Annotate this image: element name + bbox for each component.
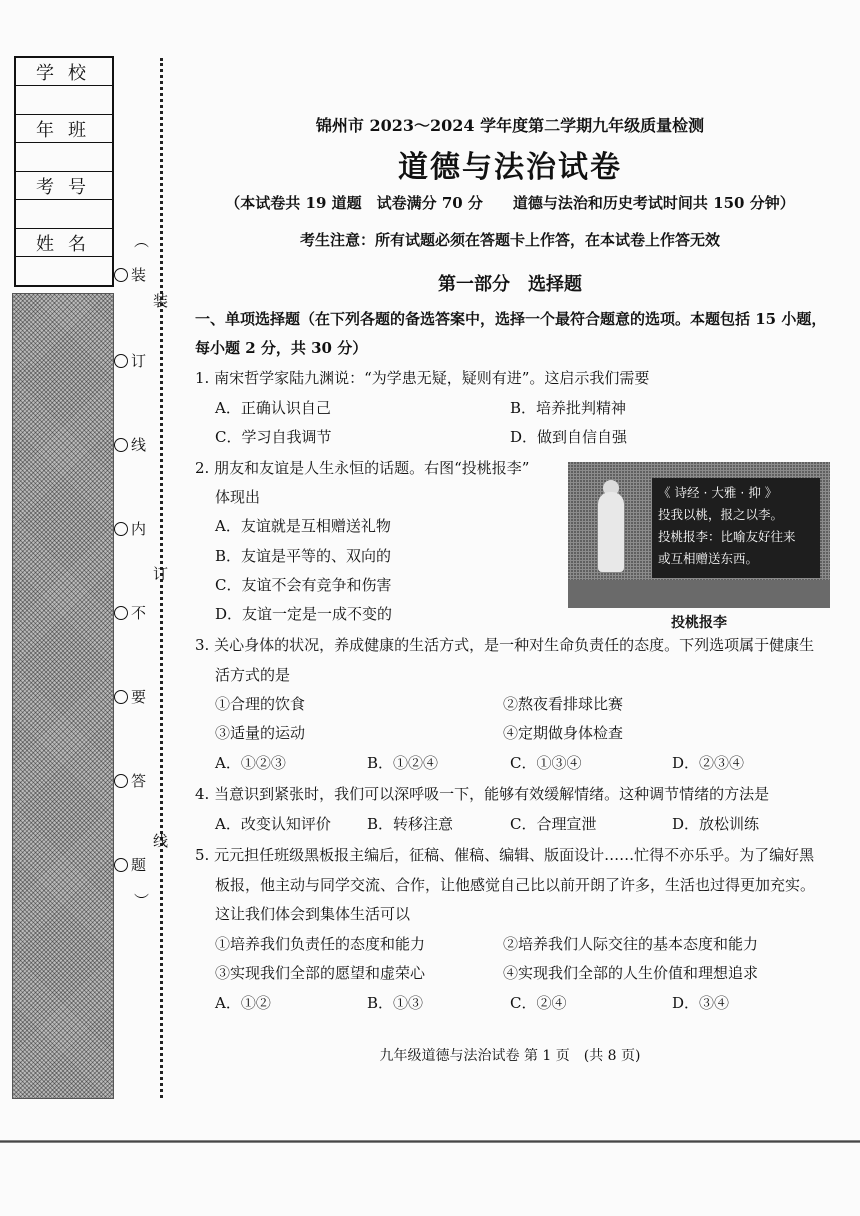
q5-statement-3: ③实现我们全部的愿望和虚荣心 (215, 964, 426, 982)
q1-option-d: D．做到自信自强 (510, 428, 628, 446)
q3-statement-3: ③适量的运动 (215, 724, 306, 742)
part-heading: 第一部分 选择题 (438, 274, 582, 295)
scan-edge-rule (0, 1140, 860, 1143)
q4-option-c: C．合理宣泄 (510, 815, 597, 833)
q5-option-d: D．③④ (672, 994, 730, 1012)
q4-stem: 4. 当意识到紧张时，我们可以深呼吸一下，能够有效缓解情绪。这种调节情绪的方法是 (195, 785, 770, 803)
field-exam-number-label: 考号 (16, 172, 112, 200)
field-name-blank[interactable] (16, 257, 112, 285)
poem-line-2: 投我以桃，报之以李。 (658, 507, 784, 522)
circle-icon (114, 774, 128, 788)
q5-option-b: B．①③ (367, 994, 424, 1012)
exam-info: （本试卷共 19 道题 试卷满分 70 分 道德与法治和历史考试时间共 150 分钟） (225, 194, 795, 212)
q4-option-a: A．改变认知评价 (215, 815, 331, 833)
circle-icon (114, 268, 128, 282)
hatched-margin (12, 293, 114, 1099)
exam-subtitle: 锦州市 2023～2024 学年度第二学期九年级质量检测 (315, 116, 705, 135)
q2-option-b: B．友谊是平等的、双向的 (215, 547, 392, 565)
page-footer: 九年级道德与法治试卷 第 1 页 (共 8 页) (379, 1048, 641, 1064)
poem-line-4: 或互相赠送东西。 (658, 551, 759, 566)
binding-mark-6: 要 (114, 686, 146, 707)
q5-statement-4: ④实现我们全部的人生价值和理想追求 (503, 964, 759, 982)
close-paren: ︶ (134, 892, 150, 910)
q5-option-c: C．②④ (510, 994, 567, 1012)
circle-icon (114, 606, 128, 620)
q1-option-c: C．学习自我调节 (215, 428, 332, 446)
circle-icon (114, 522, 128, 536)
binding-mark-5: 不 (114, 602, 146, 623)
q3-statement-4: ④定期做身体检查 (503, 724, 624, 742)
binding-mark-8: 题 (114, 854, 146, 875)
student-info-table (14, 56, 114, 287)
q5-statement-1: ①培养我们负责任的态度和能力 (215, 935, 426, 953)
binding-mark-7: 答 (114, 770, 146, 791)
section-instruction-line2: 每小题 2 分，共 30 分） (195, 339, 368, 357)
q4-option-b: B．转移注意 (367, 815, 454, 833)
tao-li-illustration (568, 462, 830, 608)
field-class-blank[interactable] (16, 143, 112, 172)
q3-option-d: D．②③④ (672, 754, 745, 772)
q3-option-c: C．①③④ (510, 754, 582, 772)
poem-line-3: 投桃报李：比喻友好往来 (658, 529, 796, 544)
q3-stem-line1: 3. 关心身体的状况，养成健康的生活方式，是一种对生命负责任的态度。下列选项属于健康生 (195, 636, 815, 654)
field-school-label: 学校 (16, 58, 112, 86)
q3-option-a: A．①②③ (215, 754, 286, 772)
poem-board (652, 478, 820, 578)
stage-floor (568, 580, 830, 608)
figure-body (598, 492, 624, 572)
q2-stem-line2: 体现出 (215, 488, 261, 506)
q5-stem-line2: 板报，他主动与同学交流、合作，让他感觉自己比以前开朗了许多，生活也过得更加充实。 (215, 876, 816, 894)
field-school-blank[interactable] (16, 86, 112, 115)
illustration-caption: 投桃报李 (671, 615, 727, 631)
binding-mark-1: 装 (114, 264, 146, 285)
binding-vertical-char-3: 线 (153, 832, 169, 850)
q3-statement-2: ②熬夜看排球比赛 (503, 695, 624, 713)
exam-notice: 考生注意：所有试题必须在答题卡上作答，在本试卷上作答无效 (299, 231, 720, 249)
binding-vertical-char-2: 订 (153, 565, 169, 583)
circle-icon (114, 354, 128, 368)
q3-option-b: B．①②④ (367, 754, 439, 772)
q2-option-c: C．友谊不会有竞争和伤害 (215, 576, 392, 594)
q5-stem-line3: 这让我们体会到集体生活可以 (215, 905, 411, 923)
field-name-label: 姓名 (16, 229, 112, 257)
binding-mark-4: 内 (114, 518, 146, 539)
binding-vertical-char-1: 装 (153, 292, 169, 310)
q3-stem-line2: 活方式的是 (215, 666, 291, 684)
q2-stem-line1: 2. 朋友和友谊是人生永恒的话题。右图“投桃报李” (195, 459, 530, 477)
q2-option-a: A．友谊就是互相赠送礼物 (215, 517, 391, 535)
section-instruction-line1: 一、单项选择题（在下列各题的备选答案中，选择一个最符合题意的选项。本题包括 15 小题， (195, 310, 827, 328)
binding-mark-3: 线 (114, 434, 146, 455)
circle-icon (114, 438, 128, 452)
exam-title: 道德与法治试卷 (398, 150, 622, 185)
q5-option-a: A．①② (215, 994, 271, 1012)
q1-option-b: B．培养批判精神 (510, 399, 627, 417)
q5-stem-line1: 5. 元元担任班级黑板报主编后，征稿、催稿、编辑、版面设计……忙得不亦乐乎。为了编好黑 (195, 846, 815, 864)
q4-option-d: D．放松训练 (672, 815, 760, 833)
q1-stem: 1. 南宋哲学家陆九渊说：“为学患无疑，疑则有进”。这启示我们需要 (195, 369, 650, 387)
q5-statement-2: ②培养我们人际交往的基本态度和能力 (503, 935, 759, 953)
open-paren: ︵ (134, 232, 150, 250)
q1-option-a: A．正确认识自己 (215, 399, 331, 417)
poem-line-1: 《 诗经 · 大雅 · 抑 》 (658, 485, 778, 500)
q3-statement-1: ①合理的饮食 (215, 695, 306, 713)
circle-icon (114, 858, 128, 872)
field-exam-number-blank[interactable] (16, 200, 112, 229)
circle-icon (114, 690, 128, 704)
binding-mark-2: 订 (114, 350, 146, 371)
field-class-label: 年班 (16, 115, 112, 143)
q2-option-d: D．友谊一定是一成不变的 (215, 605, 393, 623)
